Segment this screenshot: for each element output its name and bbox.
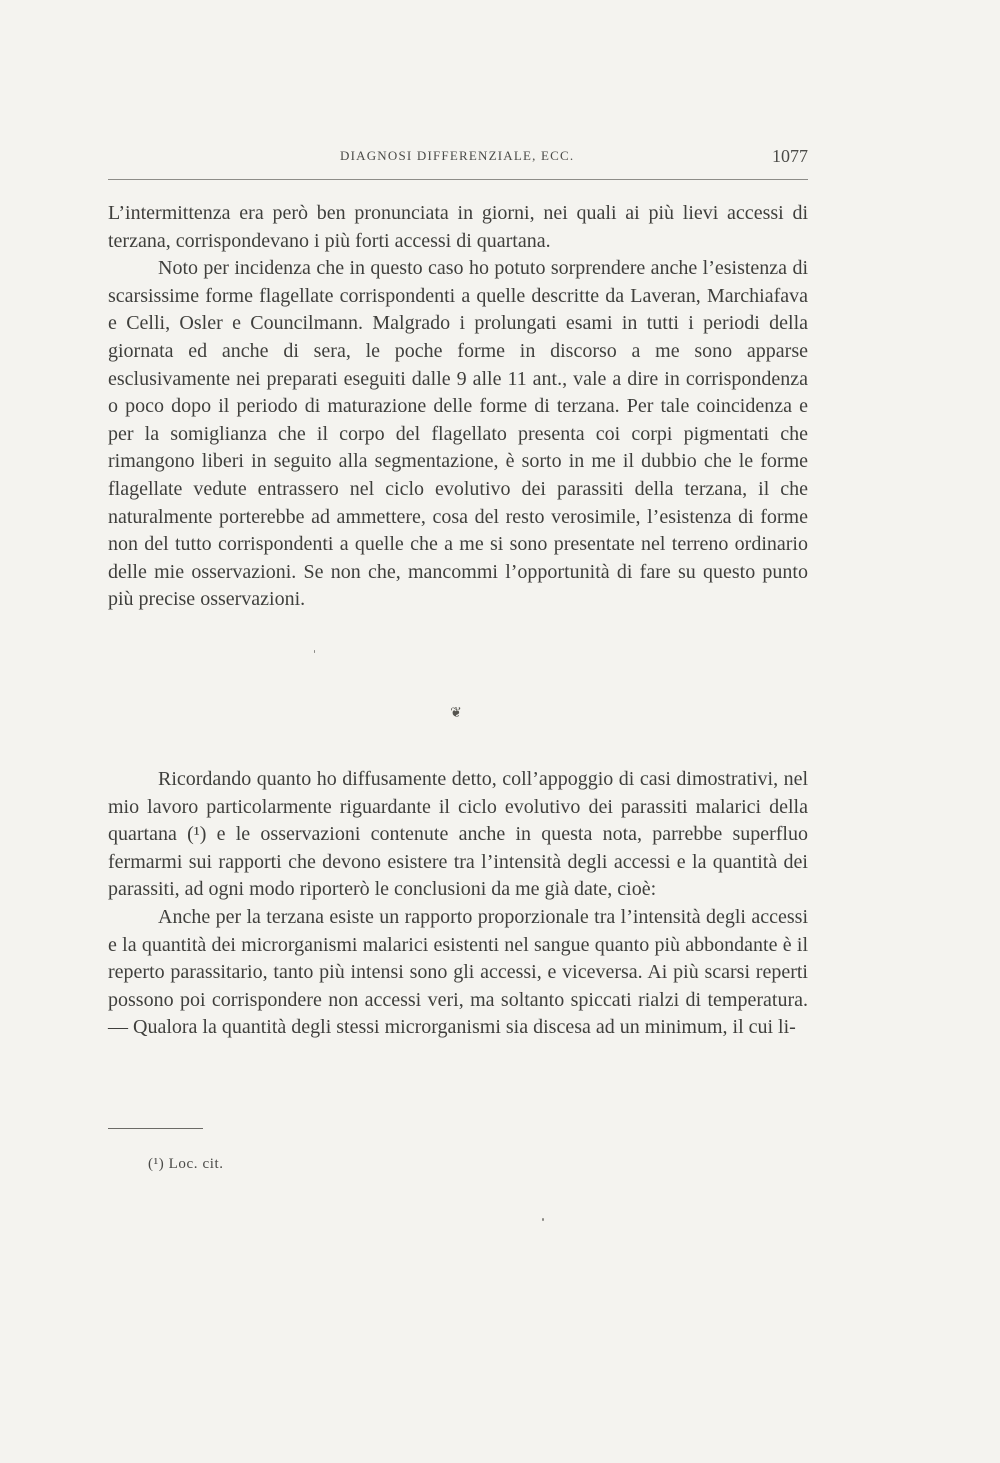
text-section-1 [108,200,808,614]
paragraph: Ricordando quanto ho diffusamente detto, coll’appoggio di casi dimostrativi, nel mio lavoro particolarmente riguardante il ciclo evolutivo dei parassiti malarici della quartana (¹) e le osservazioni contenute anche in questa nota, parrebbe superfluo fermarmi sui rapporti che devono esistere tra l’intensità degli accessi e la quantità dei parassiti, ad ogni modo riporterò le conclusioni da me già date, cioè: [108,768,808,901]
footnote: (¹) Loc. cit. [148,1156,224,1172]
running-title: DIAGNOSI DIFFERENZIALE, ECC. [340,148,575,163]
paragraph: Anche per la terzana esiste un rapporto proporzionale tra l’intensità degli accessi e la quantità dei microrganismi malarici esistenti nel sangue quanto più abbondante è il reperto parassitario, tanto più intensi sono gli accessi, e viceversa. Ai più scarsi reperti possono poi corrispondere non accessi veri, ma soltanto spiccati rialzi di temperatura. — Qualora la quantità degli stessi microrganismi sia discesa ad un minimum, il cui li- [108,905,808,1039]
page-number: 1077 [772,146,808,166]
section-ornament-icon: ❦ [450,706,462,721]
paper-speck [314,650,315,653]
text-section-2 [108,766,808,1042]
paragraph: Noto per incidenza che in questo caso ho potuto sorprendere anche l’esistenza di scarsissime forme flagellate corrispondenti a quelle descritte da Laveran, Marchiafava e Celli, Osler e Councilmann. Malgrado i prolungati esami in tutti i periodi della giornata ed anche di sera, le poche forme in discorso a me sono apparse esclusivamente nei preparati eseguiti dalle 9 alle 11 ant., vale a dire in corrispondenza o poco dopo il periodo di maturazione delle forme di terzana. Per tale coincidenza e per la somiglianza che il corpo del flagellato presenta coi corpi pigmentati che rimangono liberi in seguito alla segmentazione, è sorto in me il dubbio che le forme flagellate vedute entrassero nel ciclo evolutivo dei parassiti della terzana, il che naturalmente porterebbe ad ammettere, cosa del resto verosimile, l’esistenza di forme non del tutto corrispondenti a quelle che a me si sono presentate nel terreno ordinario delle mie osservazioni. Se non che, mancommi l’opportunità di fare su questo punto più precise osservazioni. [108,257,808,611]
paragraph: L’intermittenza era però ben pronunciata in giorni, nei quali ai più lievi accessi di terzana, corrispondevano i più forti accessi di quartana. [108,202,808,252]
footnote-rule [108,1128,203,1129]
running-head [108,148,808,172]
paper-speck [542,1218,544,1221]
header-rule [108,179,808,180]
